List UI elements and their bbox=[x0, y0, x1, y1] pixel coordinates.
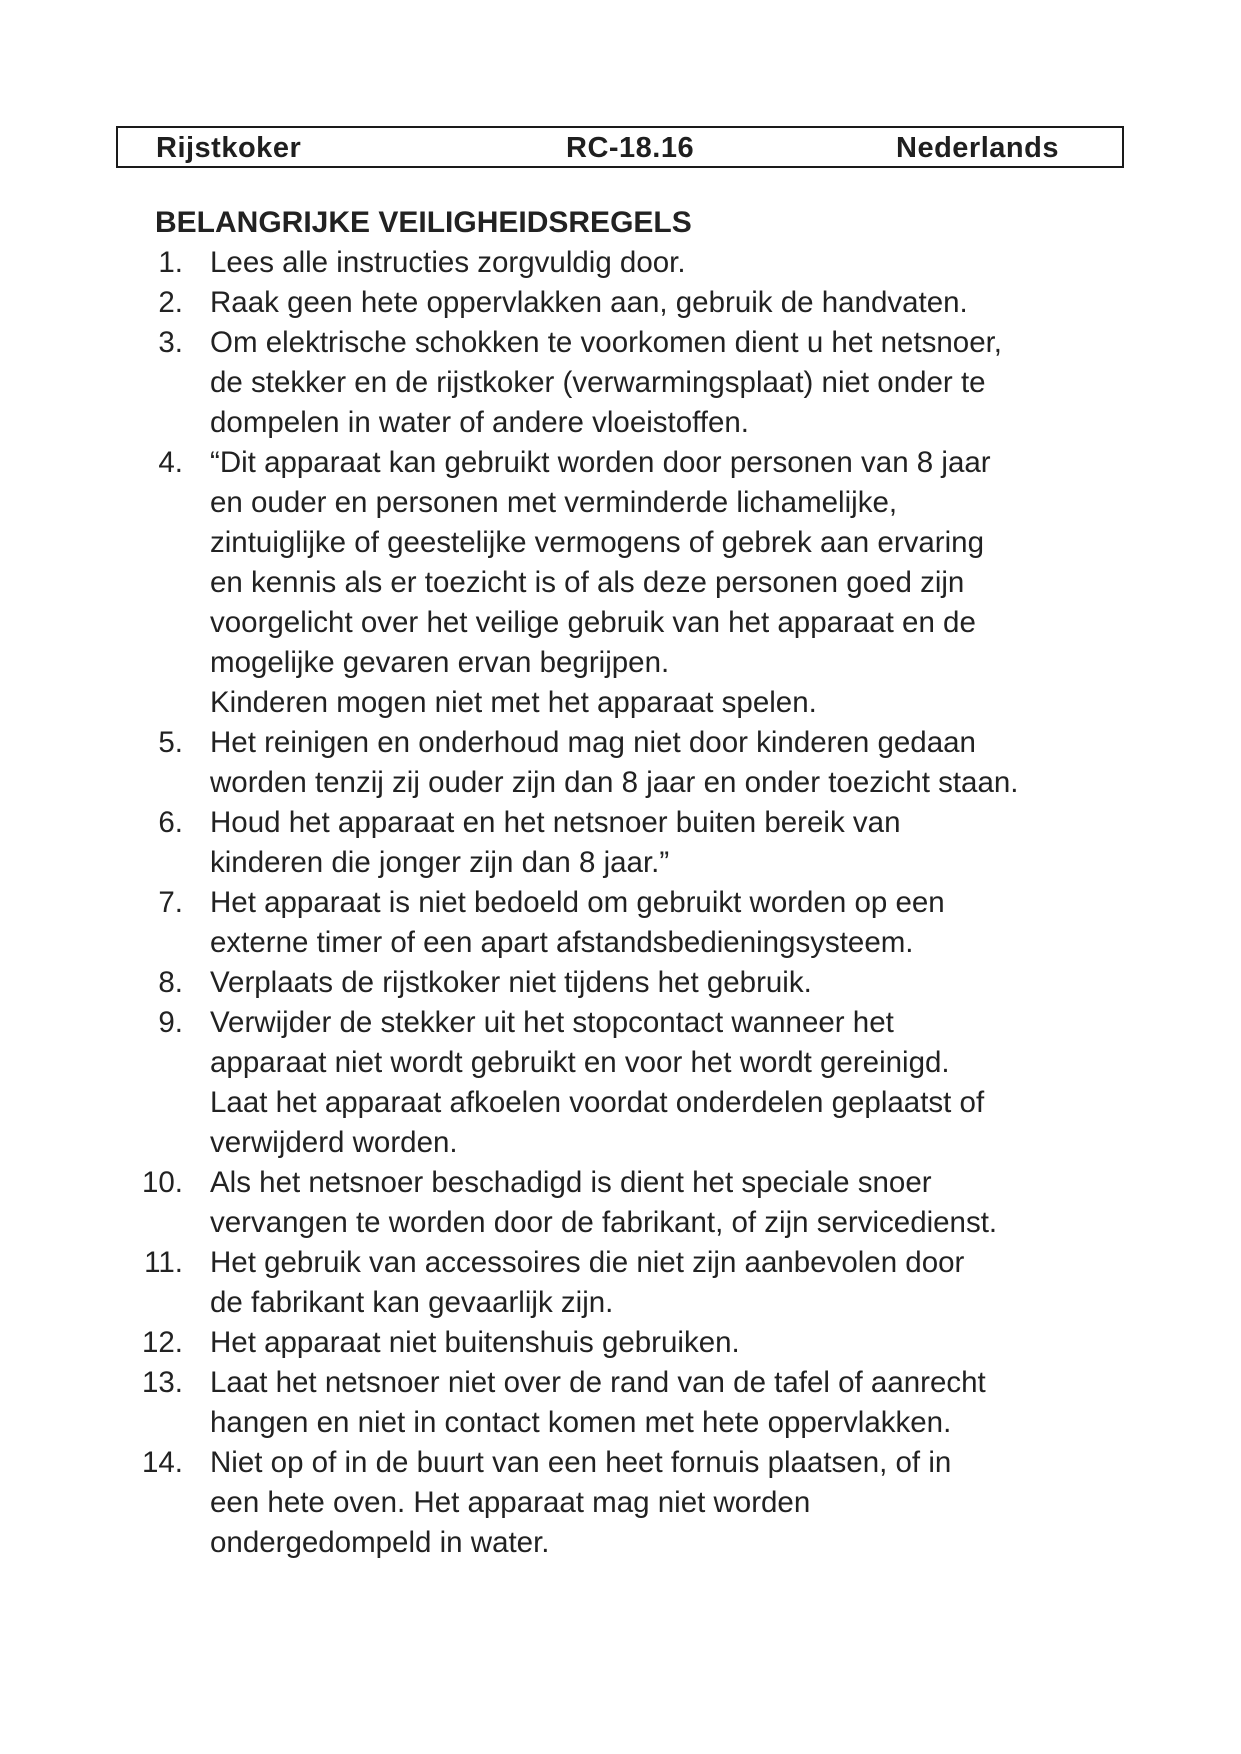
rule-number: 4. bbox=[158, 446, 183, 479]
rule-text: Verplaats de rijstkoker niet tijdens het gebruik. bbox=[210, 966, 812, 999]
header-model: RC-18.16 bbox=[566, 132, 695, 164]
header-language: Nederlands bbox=[896, 132, 1059, 164]
rule-text: Lees alle instructies zorgvuldig door. bbox=[210, 246, 686, 279]
rule-text: Houd het apparaat en het netsnoer buiten bereik van kinderen die jonger zijn dan 8 jaar.” bbox=[210, 806, 901, 879]
rule-text: “Dit apparaat kan gebruikt worden door personen van 8 jaar en ouder en personen met verminderde lichamelijke, zintuiglijke of geestelijke vermogens of gebrek aan ervaring en kennis als er toezicht is of als deze personen goed zijn voorgelicht over het veilige gebruik van het apparaat en de mogelijke gevaren ervan begrijpen. Kinderen mogen niet met het apparaat spelen. bbox=[210, 446, 991, 719]
list-item bbox=[0, 1443, 1241, 1563]
rule-number: 1. bbox=[158, 246, 183, 279]
list-item bbox=[0, 963, 1241, 1003]
rule-number: 11. bbox=[144, 1246, 183, 1279]
list-item bbox=[0, 1003, 1241, 1163]
safety-rules-list bbox=[0, 243, 1241, 1563]
rule-text: Het apparaat niet buitenshuis gebruiken. bbox=[210, 1326, 740, 1359]
list-item bbox=[0, 243, 1241, 283]
rule-number: 2. bbox=[158, 286, 183, 319]
list-item bbox=[0, 723, 1241, 803]
rule-number: 13. bbox=[141, 1366, 183, 1399]
rule-text: Het gebruik van accessoires die niet zijn aanbevolen door de fabrikant kan gevaarlijk zijn. bbox=[210, 1246, 965, 1319]
header-box bbox=[116, 126, 1124, 168]
rule-text: Als het netsnoer beschadigd is dient het speciale snoer vervangen te worden door de fabrikant, of zijn servicedienst. bbox=[210, 1166, 998, 1239]
rule-number: 9. bbox=[158, 1006, 183, 1039]
rule-text: Om elektrische schokken te voorkomen dient u het netsnoer, de stekker en de rijstkoker (verwarmingsplaat) niet onder te dompelen in water of andere vloeistoffen. bbox=[210, 326, 1003, 439]
rule-text: Laat het netsnoer niet over de rand van de tafel of aanrecht hangen en niet in contact komen met hete oppervlakken. bbox=[210, 1366, 986, 1439]
rule-number: 14. bbox=[141, 1446, 183, 1479]
rule-number: 3. bbox=[158, 326, 183, 359]
rule-number: 12. bbox=[141, 1326, 183, 1359]
header-product: Rijstkoker bbox=[156, 132, 302, 164]
rule-number: 5. bbox=[158, 726, 183, 759]
list-item bbox=[0, 883, 1241, 963]
list-item bbox=[0, 1243, 1241, 1323]
rule-text: Het reinigen en onderhoud mag niet door kinderen gedaan worden tenzij zij ouder zijn dan 8 jaar en onder toezicht staan. bbox=[210, 726, 1019, 799]
list-item bbox=[0, 1163, 1241, 1243]
list-item bbox=[0, 1323, 1241, 1363]
rule-text: Raak geen hete oppervlakken aan, gebruik de handvaten. bbox=[210, 286, 968, 319]
rule-text: Het apparaat is niet bedoeld om gebruikt worden op een externe timer of een apart afstandsbedieningsysteem. bbox=[210, 886, 945, 959]
list-item bbox=[0, 1363, 1241, 1443]
rule-number: 7. bbox=[158, 886, 183, 919]
list-item bbox=[0, 283, 1241, 323]
rule-number: 6. bbox=[158, 806, 183, 839]
rule-number: 10. bbox=[141, 1166, 183, 1199]
list-item bbox=[0, 323, 1241, 443]
list-item bbox=[0, 803, 1241, 883]
list-item bbox=[0, 443, 1241, 723]
rule-text: Verwijder de stekker uit het stopcontact wanneer het apparaat niet wordt gebruikt en voor het wordt gereinigd. Laat het apparaat afkoelen voordat onderdelen geplaatst of verwijderd worden. bbox=[210, 1006, 985, 1159]
rule-text: Niet op of in de buurt van een heet fornuis plaatsen, of in een hete oven. Het apparaat mag niet worden ondergedompeld in water. bbox=[210, 1446, 952, 1559]
page-title: BELANGRIJKE VEILIGHEIDSREGELS bbox=[155, 206, 692, 239]
rule-number: 8. bbox=[158, 966, 183, 999]
